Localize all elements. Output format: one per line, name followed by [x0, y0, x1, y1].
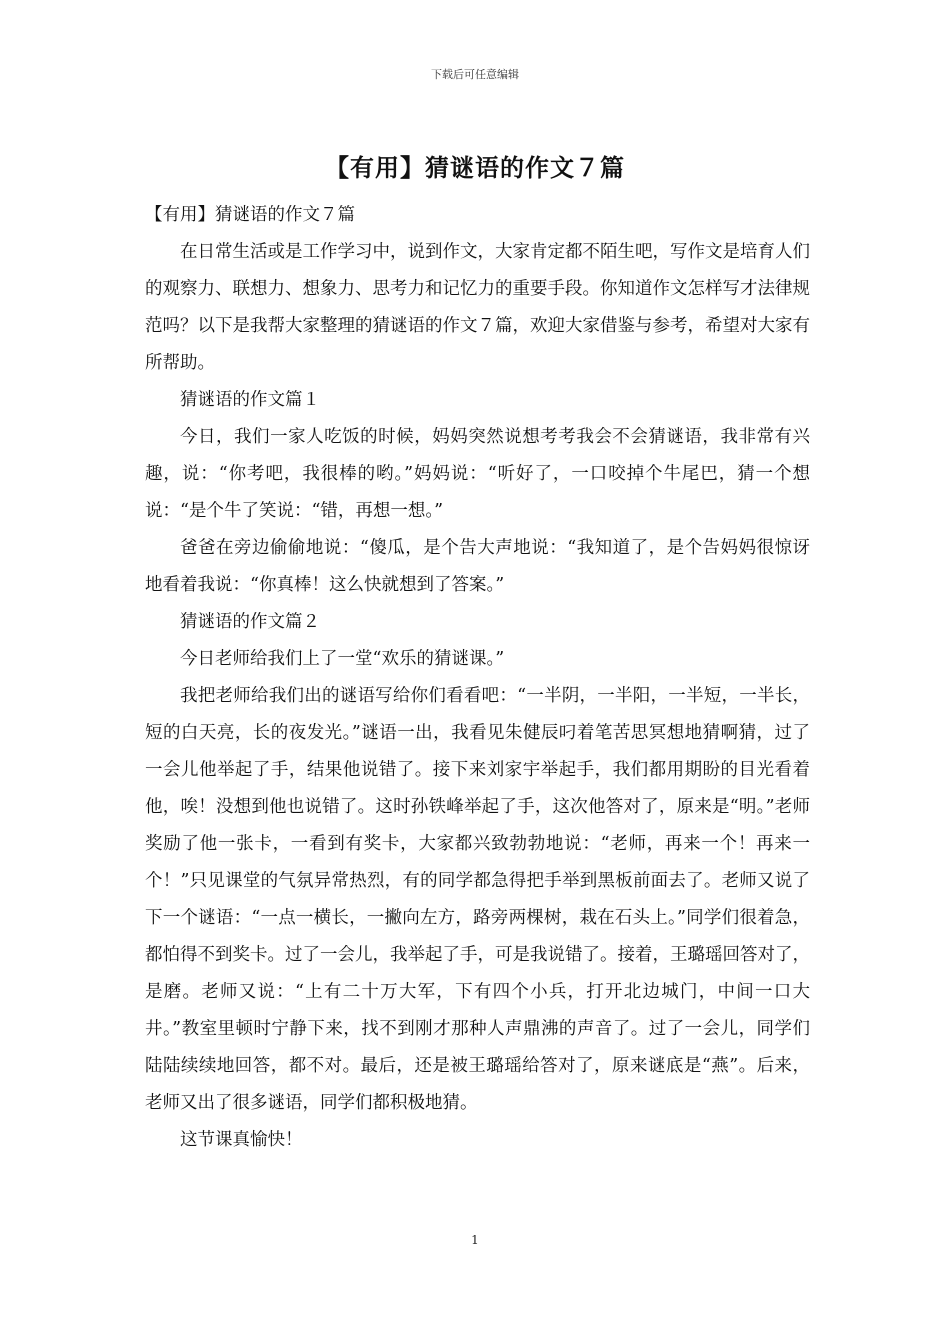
- paragraph: 我把老师给我们出的谜语写给你们看看吧：“一半阴，一半阳，一半短，一半长，短的白天亮，长的夜发光。”谜语一出，我看见朱健辰叼着笔苦思冥想地猜啊猜，过了一会儿他举起了手，结果他说错了。接下来刘家宇举起手，我们都用期盼的目光看着他，唉！没想到他也说错了。这时孙铁峰举起了手，这次他答对了，原来是“明。”老师奖励了他一张卡，一看到有奖卡，大家都兴致勃勃地说：“老师，再来一个！再来一个！”只见课堂的气氛异常热烈，有的同学都急得把手举到黑板前面去了。老师又说了下一个谜语：“一点一横长，一撇向左方，路旁两棵树，栽在石头上。”同学们很着急，都怕得不到奖卡。过了一会儿，我举起了手，可是我说错了。接着，王璐瑶回答对了，是磨。老师又说：“上有二十万大军，下有四个小兵，打开北边城门，中间一口大井。”教室里顿时宁静下来，找不到刚才那种人声鼎沸的声音了。过了一会儿，同学们陆陆续续地回答，都不对。最后，还是被王璐瑶给答对了，原来谜底是“燕”。后来，老师又出了很多谜语，同学们都积极地猜。: [145, 686, 810, 1113]
- paragraph-subtitle: 【有用】猜谜语的作文７篇: [145, 205, 355, 225]
- paragraph: 这节课真愉快！: [180, 1130, 303, 1150]
- page-number: 1: [471, 1233, 479, 1247]
- page-header-note: 下载后可任意编辑: [431, 68, 519, 81]
- section-heading-2: 猜谜语的作文篇２: [180, 612, 320, 632]
- paragraph: 今日老师给我们上了一堂“欢乐的猜谜课。”: [180, 649, 505, 669]
- document-body: [145, 197, 810, 1159]
- paragraph: 爸爸在旁边偷偷地说：“傻瓜，是个告大声地说：“我知道了，是个告妈妈很惊讶地看着我说：“你真棒！这么快就想到了答案。”: [145, 538, 810, 595]
- section-heading-1: 猜谜语的作文篇１: [180, 390, 320, 410]
- paragraph: 今日，我们一家人吃饭的时候，妈妈突然说想考考我会不会猜谜语，我非常有兴趣，说：“你考吧，我很棒的哟。”妈妈说：“听好了，一口咬掉个牛尾巴，猜一个想说：“是个牛了笑说：“错，再想一想。”: [145, 427, 810, 521]
- document-title: 【有用】猜谜语的作文７篇: [325, 154, 625, 182]
- paragraph-intro: 在日常生活或是工作学习中，说到作文，大家肯定都不陌生吧，写作文是培育人们的观察力、联想力、想象力、思考力和记忆力的重要手段。你知道作文怎样写才法律规范吗？以下是我帮大家整理的猜谜语的作文７篇，欢迎大家借鉴与参考，希望对大家有所帮助。: [145, 242, 810, 373]
